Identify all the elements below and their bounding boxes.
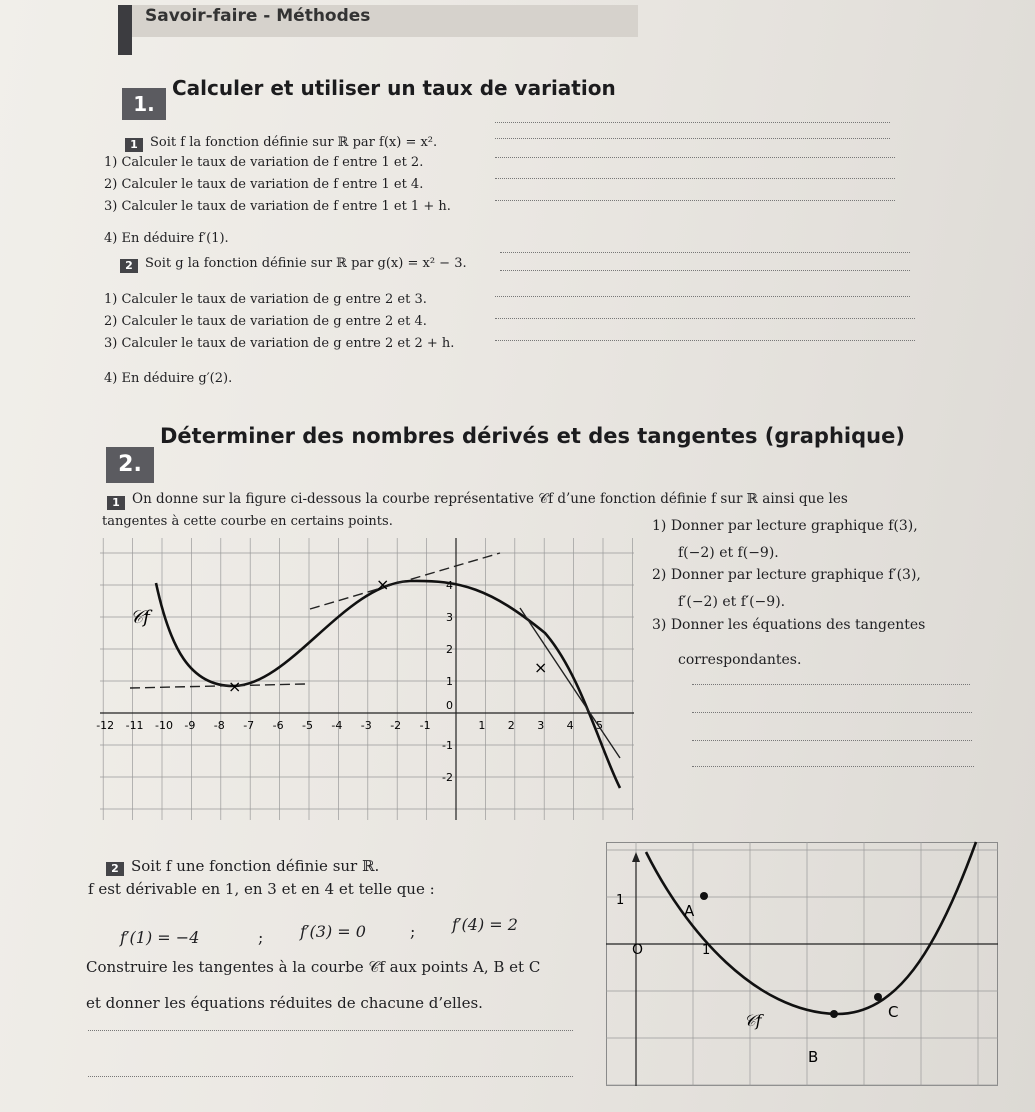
x-tick-label: 4 — [566, 719, 574, 732]
y-tick-label: -1 — [442, 739, 453, 752]
point-b-dot — [830, 1010, 838, 1018]
x-tick-label: 1 — [702, 943, 711, 958]
x-tick-label: -6 — [272, 719, 284, 732]
answer-line — [692, 740, 972, 741]
section1-ex1-q4: 4) En déduire f′(1). — [104, 231, 229, 246]
point-b-label: B — [808, 1048, 819, 1066]
x-tick-label: 1 — [478, 719, 486, 732]
answer-line — [88, 1076, 573, 1077]
parabola-curve — [646, 842, 976, 1014]
answer-line — [692, 712, 972, 713]
graph-border — [607, 843, 998, 1086]
section2-ex2-line4: et donner les équations réduites de chacune d’elles. — [86, 994, 483, 1012]
section2-number: 2. — [106, 447, 154, 483]
section2-ex2-line3: Construire les tangentes à la courbe 𝒞f aux points A, B et C — [86, 958, 541, 976]
y-tick-label: 4 — [446, 579, 453, 592]
section1-title: Calculer et utiliser un taux de variation — [172, 76, 616, 100]
section2-ex1-q2b: f′(−2) et f′(−9). — [678, 594, 786, 610]
cross-mark: × — [534, 658, 548, 677]
y-tick-label: 0 — [446, 699, 453, 712]
separator: ; — [258, 928, 264, 947]
answer-line — [495, 200, 895, 201]
x-tick-label: -3 — [360, 719, 372, 732]
point-c-label: C — [888, 1003, 899, 1021]
derivative-eq-3: f′(4) = 2 — [452, 915, 518, 934]
section2-title: Déterminer des nombres dérivés et des tangentes (graphique) — [160, 424, 905, 448]
answer-line — [495, 157, 895, 158]
x-tick-label: 5 — [596, 719, 603, 732]
tangent-at-3 — [520, 608, 620, 758]
function-curve — [156, 581, 620, 788]
origin-label: O — [632, 942, 644, 958]
section2-ex1-q2a: 2) Donner par lecture graphique f′(3), — [652, 567, 921, 583]
section1-ex1-intro: Soit f la fonction définie sur ℝ par f(x) = x². — [150, 135, 438, 150]
point-c-dot — [874, 993, 882, 1001]
function-graph — [96, 538, 634, 820]
graph-grid — [100, 538, 634, 820]
section2-ex1-q1a: 1) Donner par lecture graphique f(3), — [652, 518, 918, 534]
section1-ex2-badge: 2 — [120, 259, 138, 273]
x-tick-label: -1 — [419, 719, 431, 732]
separator: ; — [410, 922, 416, 941]
answer-line — [495, 296, 910, 297]
header-bar — [118, 5, 132, 55]
x-tick-label: -8 — [213, 719, 225, 732]
x-tick-label: -12 — [96, 719, 115, 732]
x-tick-label: -7 — [243, 719, 255, 732]
answer-line — [692, 684, 970, 685]
answer-line — [495, 178, 895, 179]
x-tick-label: 2 — [507, 719, 515, 732]
graph-grid — [606, 842, 998, 1086]
point-a-dot — [700, 892, 708, 900]
section2-ex1-intro-line2: tangentes à cette courbe en certains points. — [102, 514, 393, 529]
answer-line — [500, 252, 910, 253]
y-tick-label: 3 — [446, 611, 453, 624]
parabola-graph — [606, 842, 998, 1086]
header-title: Savoir-faire - Méthodes — [145, 6, 371, 26]
answer-line — [692, 766, 974, 767]
section2-ex2-badge: 2 — [106, 862, 124, 876]
cross-mark: × — [228, 677, 242, 696]
x-tick-label: -10 — [155, 719, 173, 732]
curve-label: 𝒞f — [744, 1011, 762, 1030]
x-tick-label: 3 — [537, 719, 545, 732]
x-tick-label: -2 — [390, 719, 402, 732]
section1-ex2-q2: 2) Calculer le taux de variation de g entre 2 et 4. — [104, 314, 427, 329]
y-axis-arrow — [632, 852, 640, 862]
x-tick-label: -9 — [184, 719, 196, 732]
section1-ex2-q3: 3) Calculer le taux de variation de g entre 2 et 2 + h. — [104, 336, 455, 351]
section2-ex1-q3a: 3) Donner les équations des tangentes — [652, 617, 926, 633]
section1-ex1-q2: 2) Calculer le taux de variation de f entre 1 et 4. — [104, 177, 424, 192]
y-tick-label: 1 — [616, 893, 625, 908]
section2-ex2-line2: f est dérivable en 1, en 3 et en 4 et telle que : — [88, 880, 435, 898]
section1-ex1-q3: 3) Calculer le taux de variation de f entre 1 et 1 + h. — [104, 199, 451, 214]
y-tick-label: -2 — [442, 771, 453, 784]
x-tick-label: -5 — [302, 719, 313, 732]
section2-ex1-q1b: f(−2) et f(−9). — [678, 545, 779, 561]
answer-line — [495, 340, 915, 341]
y-tick-label: 1 — [446, 675, 453, 688]
section1-ex1-q1: 1) Calculer le taux de variation de f entre 1 et 2. — [104, 155, 424, 170]
answer-line — [495, 318, 915, 319]
answer-line — [495, 122, 890, 123]
section1-ex2-q4: 4) En déduire g′(2). — [104, 371, 233, 386]
section1-ex1-badge: 1 — [125, 138, 143, 152]
answer-line — [88, 1030, 573, 1031]
section2-ex2-line1: Soit f une fonction définie sur ℝ. — [131, 857, 380, 875]
answer-line — [495, 138, 890, 139]
point-a-label: A — [684, 902, 695, 920]
y-tick-label: 2 — [446, 643, 453, 656]
x-tick-label: -11 — [125, 719, 144, 732]
section1-ex2-q1: 1) Calculer le taux de variation de g entre 2 et 3. — [104, 292, 427, 307]
derivative-eq-1: f′(1) = −4 — [120, 928, 200, 947]
section2-ex1-badge: 1 — [107, 496, 125, 510]
section1-number: 1. — [122, 88, 166, 120]
cross-mark: × — [376, 575, 390, 594]
derivative-eq-2: f′(3) = 0 — [300, 922, 366, 941]
x-tick-label: -4 — [331, 719, 343, 732]
section2-ex1-intro-line1: On donne sur la figure ci-dessous la courbe représentative 𝒞f d’une fonction définie f sur ℝ ainsi que les — [132, 491, 848, 507]
section2-ex1-q3b: correspondantes. — [678, 652, 802, 668]
answer-line — [500, 270, 910, 271]
section1-ex2-intro: Soit g la fonction définie sur ℝ par g(x) = x² − 3. — [145, 256, 467, 271]
curve-label: 𝒞f — [130, 607, 150, 628]
